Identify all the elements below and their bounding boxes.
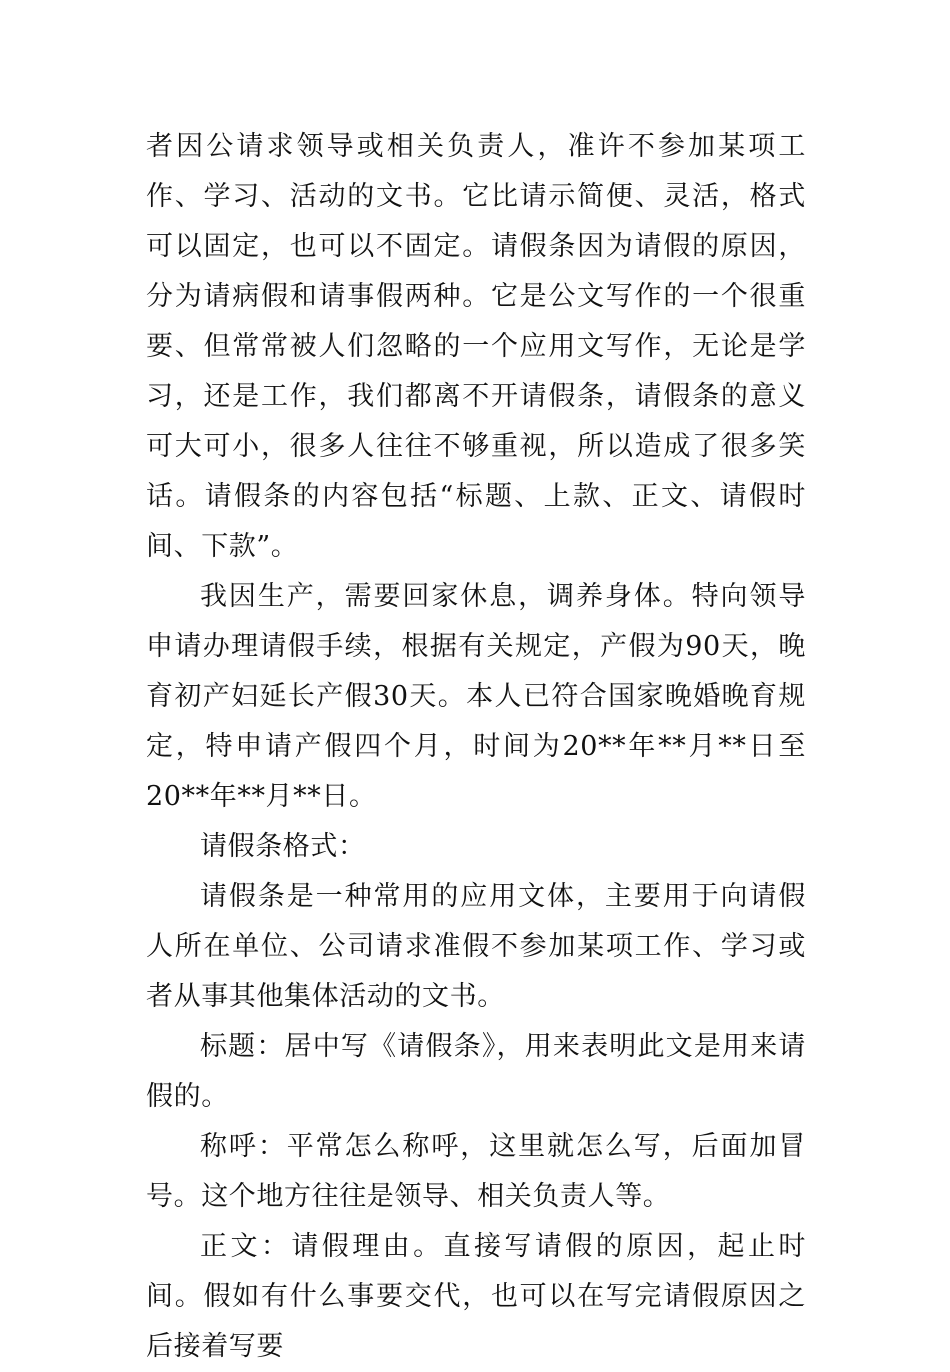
paragraph-format-heading: 请假条格式：	[200, 831, 366, 862]
paragraph-intro-continued: 者因公请求领导或相关负责人，准许不参加某项工作、学习、活动的文书。它比请示简便、灵活，格式可以固定，也可以不固定。请假条因为请假的原因，分为请病假和请事假两种。它是公文写作的一个很重要、但常常被人们忽略的一个应用文写作，无论是学习，还是工作，我们都离不开请假条，请假条的意义可大可小，很多人往往不够重视，所以造成了很多笑话。请假条的内容包括“标题、上款、正文、请假时间、下款”。	[146, 131, 806, 562]
paragraph-maternity-leave: 我因生产，需要回家休息，调养身体。特向领导申请办理请假手续，根据有关规定，产假为90天，晚育初产妇延长产假30天。本人已符合国家晚婚晚育规定，特申请产假四个月，时间为20**年**月**日至20**年**月**日。	[146, 581, 806, 812]
paragraph-title-rule: 标题：居中写《请假条》，用来表明此文是用来请假的。	[146, 1031, 806, 1112]
paragraph-format-description: 请假条是一种常用的应用文体，主要用于向请假人所在单位、公司请求准假不参加某项工作、学习或者从事其他集体活动的文书。	[146, 881, 806, 1012]
document-body	[146, 122, 806, 1372]
paragraph-body-rule: 正文：请假理由。直接写请假的原因，起止时间。假如有什么事要交代，也可以在写完请假原因之后接着写要	[146, 1231, 806, 1362]
paragraph-salutation-rule: 称呼：平常怎么称呼，这里就怎么写，后面加冒号。这个地方往往是领导、相关负责人等。	[146, 1131, 806, 1212]
